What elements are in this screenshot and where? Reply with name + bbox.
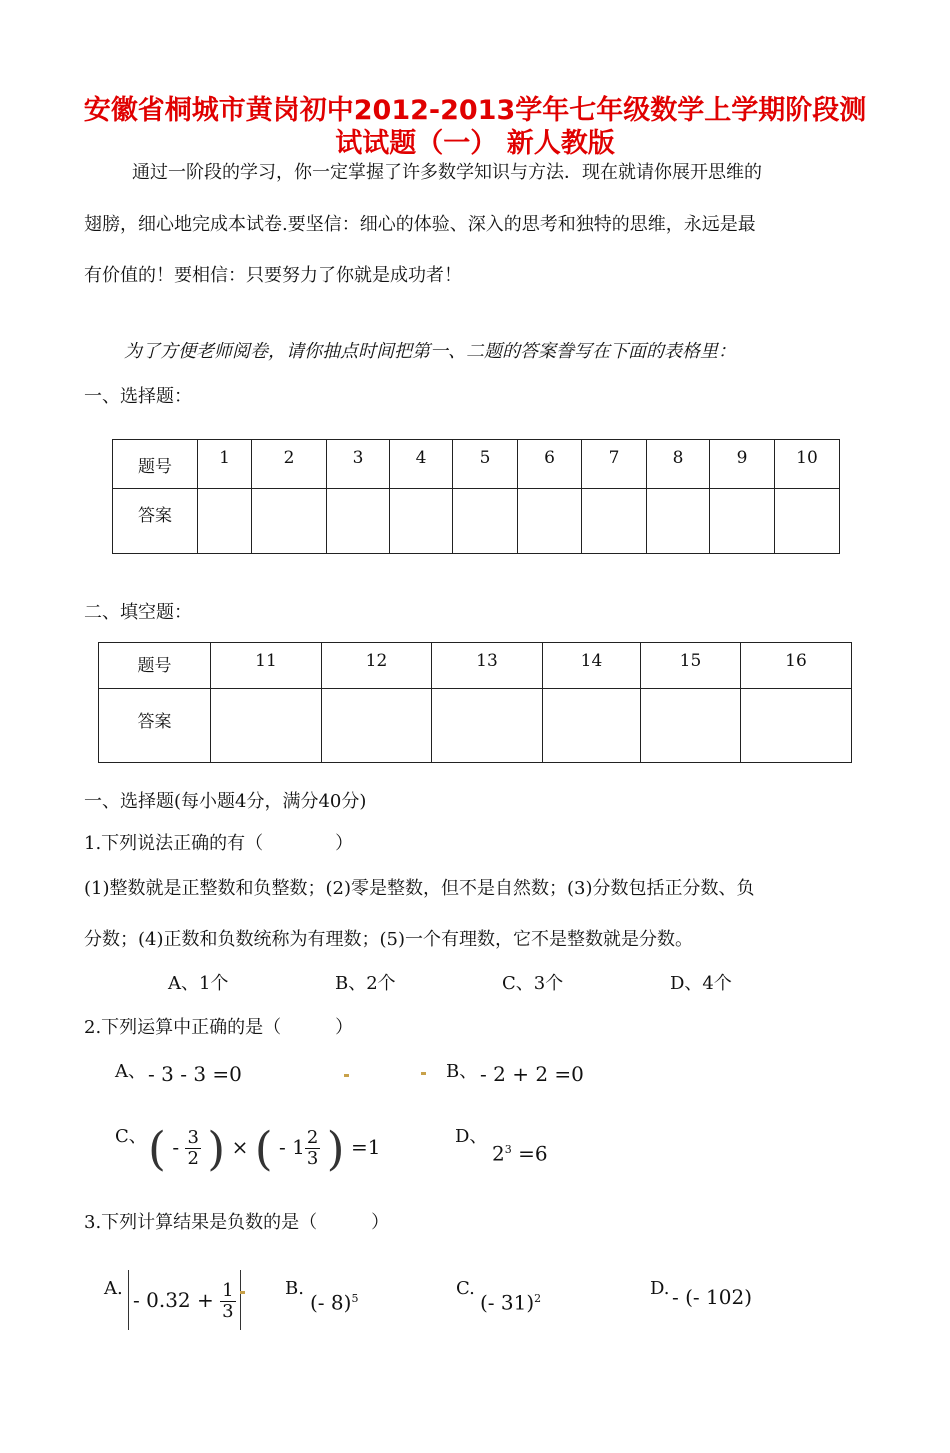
table-number-cell: 8 [647,440,710,489]
q1-option-c[interactable]: C、3个 [502,973,564,994]
part1-heading: 一、选择题(每小题4分，满分40分) [84,791,367,812]
left-paren: ( [254,1121,273,1176]
intro-line3: 有价值的！要相信：只要努力了你就是成功者！ [84,265,462,286]
choice-answer-table [112,439,840,554]
table-row [113,489,840,554]
q3-option-b-label[interactable]: B. [285,1278,304,1299]
fill-answer-table [98,642,852,763]
equals-result: =6 [518,1141,548,1166]
q2-option-c-label[interactable]: C、 [115,1126,147,1147]
q2-option-a-expression: - 3 - 3 =0 [148,1062,242,1086]
equals-result: =1 [350,1135,381,1159]
table-header-cell: 题号 [99,643,211,689]
power-base: 2 [492,1141,505,1166]
table-number-cell: 1 [198,440,252,489]
exam-title-line2: 试试题（一） 新人教版 [335,128,615,159]
answer-cell[interactable] [390,489,453,554]
times-sign: × [231,1135,249,1159]
table-number-cell: 6 [518,440,582,489]
absolute-value: - 0.32 + $\frac{1}{3}$ [128,1270,241,1330]
table-number-cell: 14 [543,643,641,689]
left-paren: ( [148,1121,166,1176]
intro-line2: 翅膀，细心地完成本试卷.要坚信：细心的体验、深入的思考和独特的思维，永远是最 [84,214,756,235]
q2-option-d-label[interactable]: D、 [455,1126,488,1147]
fraction: $\frac{2}{3}$ [306,1127,319,1169]
answer-cell[interactable] [252,489,327,554]
q3-option-b-expression: (- 8)$^5$ [310,1290,359,1315]
table-number-cell: 9 [710,440,775,489]
table-row [113,440,840,489]
stray-mark [344,1074,349,1077]
q2-option-c-expression [148,1115,380,1179]
fraction: $\frac{3}{2}$ [187,1127,199,1169]
answer-cell[interactable] [741,689,852,763]
table-header-cell: 题号 [113,440,198,489]
answer-cell[interactable] [775,489,840,554]
table-number-cell: 15 [641,643,741,689]
table-number-cell: 4 [390,440,453,489]
right-paren: ) [207,1121,226,1176]
stray-mark [421,1072,426,1075]
table-header-cell: 答案 [113,489,198,554]
instruction-text: 为了方便老师阅卷，请你抽点时间把第一、二题的答案誊写在下面的表格里： [124,341,736,362]
exam-title-line1: 安徽省桐城市黄岗初中2012-2013学年七年级数学上学期阶段测 [83,95,867,126]
answer-cell[interactable] [518,489,582,554]
q2-option-d-expression [492,1138,548,1166]
table-row [99,643,852,689]
q2-option-b-label[interactable]: B、 [446,1061,478,1082]
q3-option-c-expression: (- 31)$^2$ [480,1290,542,1315]
answer-cell[interactable] [211,689,322,763]
q1-option-b[interactable]: B、2个 [335,973,396,994]
answer-cell[interactable] [641,689,741,763]
table-number-cell: 16 [741,643,852,689]
q3-stem: 3.下列计算结果是负数的是（ ） [84,1212,390,1233]
q1-option-d[interactable]: D、4个 [670,973,732,994]
q1-stem: 1.下列说法正确的有（ ） [84,833,354,854]
answer-cell[interactable] [198,489,252,554]
table-number-cell: 13 [432,643,543,689]
q1-option-a[interactable]: A、1个 [168,973,229,994]
answer-cell[interactable] [543,689,641,763]
q2-option-a-label[interactable]: A、 [115,1061,146,1082]
section1-heading: 一、选择题： [84,386,192,407]
answer-cell[interactable] [453,489,518,554]
mixed-number-whole: - 1 [279,1135,305,1159]
answer-cell[interactable] [647,489,710,554]
q1-statement-line2: 分数；(4)正数和负数统称为有理数；(5)一个有理数，它不是整数就是分数。 [84,929,693,950]
answer-cell[interactable] [710,489,775,554]
table-number-cell: 11 [211,643,322,689]
power-exponent: 3 [504,1143,512,1156]
q2-stem: 2.下列运算中正确的是（ ） [84,1017,354,1038]
table-number-cell: 12 [322,643,432,689]
answer-cell[interactable] [322,689,432,763]
table-number-cell: 3 [327,440,390,489]
q3-option-d-label[interactable]: D. [650,1278,670,1299]
section2-heading: 二、填空题： [84,602,192,623]
q3-option-a-label[interactable]: A. [104,1278,123,1299]
table-row [99,689,852,763]
answer-cell[interactable] [432,689,543,763]
table-header-cell: 答案 [99,689,211,763]
right-paren: ) [326,1121,345,1176]
q3-option-a-expression [128,1266,241,1330]
answer-cell[interactable] [327,489,390,554]
q1-statement-line1: (1)整数就是正整数和负整数；(2)零是整数，但不是自然数；(3)分数包括正分数、负 [84,878,755,899]
intro-line1: 通过一阶段的学习，你一定掌握了许多数学知识与方法．现在就请你展开思维的 [132,162,762,183]
answer-cell[interactable] [582,489,647,554]
q2-option-b-expression: - 2 + 2 =0 [480,1062,584,1086]
stray-mark [240,1291,245,1294]
q3-option-c-label[interactable]: C. [456,1278,475,1299]
fraction: $\frac{1}{3}$ [222,1279,234,1322]
table-number-cell: 5 [453,440,518,489]
table-number-cell: 2 [252,440,327,489]
table-number-cell: 7 [582,440,647,489]
table-number-cell: 10 [775,440,840,489]
q3-option-d-expression: - (- 102) [672,1285,753,1309]
minus-sign: - [172,1135,180,1159]
